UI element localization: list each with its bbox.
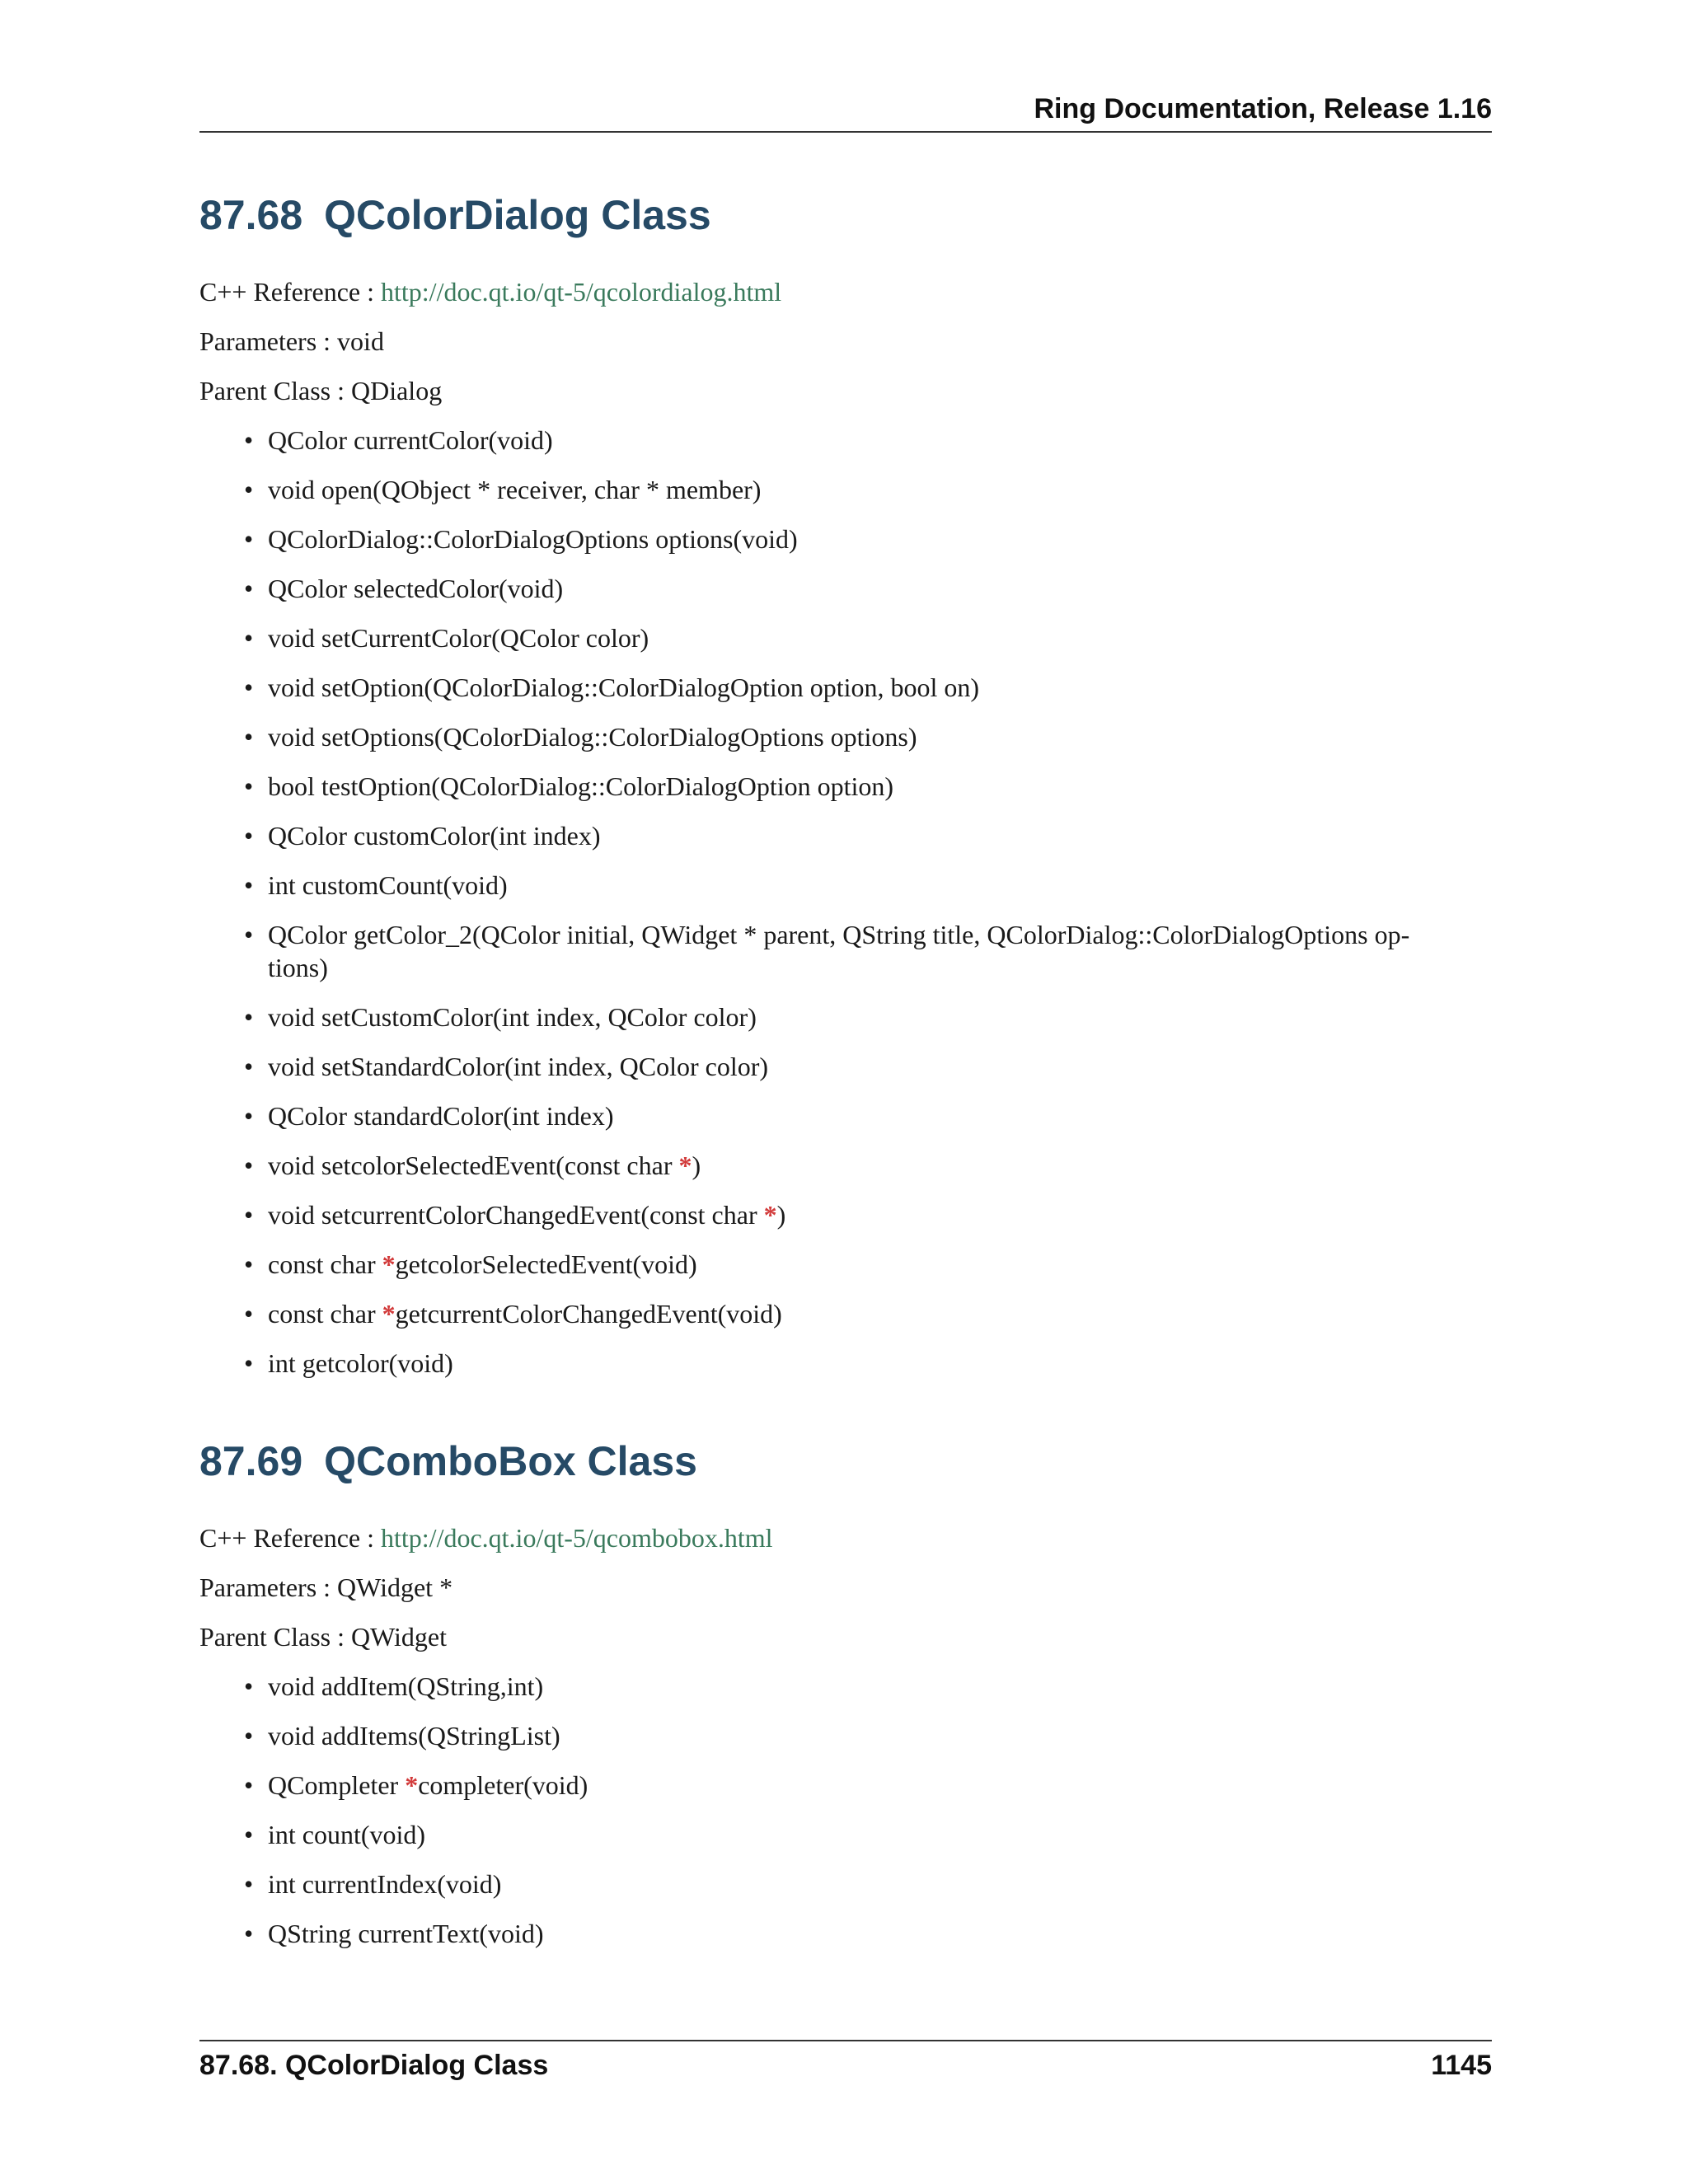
section-qcombobox <box>199 1437 1492 1950</box>
method-signature: void setStandardColor(int index, QColor color) <box>268 1052 769 1081</box>
method-signature: QColor customColor(int index) <box>268 821 601 851</box>
pointer-asterisk: * <box>405 1770 419 1800</box>
method-signature: QString currentText(void) <box>268 1919 544 1948</box>
method-text-after: completer(void) <box>418 1770 588 1800</box>
method-signature: QColor standardColor(int index) <box>268 1101 614 1131</box>
method-signature: void setOptions(QColorDialog::ColorDialogOptions options) <box>268 722 917 752</box>
parent-class: Parent Class : QDialog <box>199 376 443 405</box>
method-item <box>199 424 1492 457</box>
section-heading: QColorDialog Class <box>324 192 711 238</box>
header-rule <box>199 131 1492 133</box>
method-item <box>199 770 1492 803</box>
section-title <box>199 1437 1492 1485</box>
method-signature: void addItems(QStringList) <box>268 1721 560 1750</box>
method-item <box>199 621 1492 654</box>
method-signature: void setCustomColor(int index, QColor color) <box>268 1002 757 1032</box>
method-item <box>199 1198 1492 1231</box>
method-item <box>199 473 1492 506</box>
method-signature: int count(void) <box>268 1820 426 1849</box>
section-number: 87.69 <box>199 1438 303 1484</box>
cpp-reference-link[interactable]: http://doc.qt.io/qt-5/qcolordialog.html <box>381 277 782 307</box>
method-item <box>199 1670 1492 1703</box>
method-item <box>199 1818 1492 1851</box>
method-text-after: getcolorSelectedEvent(void) <box>395 1249 697 1279</box>
method-signature: QColorDialog::ColorDialogOptions options(void) <box>268 524 798 554</box>
method-item <box>199 1868 1492 1900</box>
pointer-asterisk: * <box>678 1151 692 1180</box>
method-signature: void setOption(QColorDialog::ColorDialogOption option, bool on) <box>268 673 980 702</box>
method-signature: QColor selectedColor(void) <box>268 574 564 603</box>
footer-section: 87.68. QColorDialog Class <box>199 2050 549 2081</box>
parent-class: Parent Class : QWidget <box>199 1622 447 1652</box>
pointer-asterisk: * <box>763 1200 777 1230</box>
method-text-after: ) <box>776 1200 786 1230</box>
method-text-before: void setcurrentColorChangedEvent(const char <box>268 1200 764 1230</box>
section-number: 87.68 <box>199 192 303 238</box>
method-text-after: getcurrentColorChangedEvent(void) <box>395 1299 782 1329</box>
method-item <box>199 918 1492 984</box>
method-item <box>199 671 1492 704</box>
section-heading: QComboBox Class <box>324 1438 697 1484</box>
method-signature: QColor getColor_2(QColor initial, QWidget * parent, QString title, QColorDialog::ColorDialogOptions op- <box>268 920 1410 949</box>
method-item <box>199 1099 1492 1132</box>
parameters: Parameters : QWidget * <box>199 1572 453 1602</box>
method-text-before: const char <box>268 1299 382 1329</box>
method-signature: void addItem(QString,int) <box>268 1671 544 1701</box>
method-text-before: QCompleter <box>268 1770 406 1800</box>
method-list <box>199 1670 1492 1950</box>
method-item <box>199 720 1492 753</box>
pointer-asterisk: * <box>382 1249 396 1279</box>
method-item <box>199 819 1492 852</box>
cpp-reference-link[interactable]: http://doc.qt.io/qt-5/qcombobox.html <box>381 1523 773 1553</box>
cpp-reference <box>199 275 1492 308</box>
method-item <box>199 1347 1492 1380</box>
method-item <box>199 572 1492 605</box>
method-item <box>199 1001 1492 1033</box>
method-signature: int customCount(void) <box>268 870 508 900</box>
method-item <box>199 1297 1492 1330</box>
footer-rule <box>199 2040 1492 2041</box>
method-item <box>199 523 1492 555</box>
page-number: 1145 <box>1431 2050 1492 2081</box>
method-list <box>199 424 1492 1380</box>
section-qcolordialog <box>199 191 1492 1380</box>
method-signature: int getcolor(void) <box>268 1348 453 1378</box>
method-item <box>199 1719 1492 1752</box>
method-item <box>199 1769 1492 1802</box>
method-item <box>199 1917 1492 1950</box>
method-signature: void setCurrentColor(QColor color) <box>268 623 649 653</box>
method-item <box>199 1050 1492 1083</box>
method-signature-continuation: tions) <box>268 953 328 982</box>
method-item <box>199 1149 1492 1182</box>
method-text-before: const char <box>268 1249 382 1279</box>
parameters: Parameters : void <box>199 326 384 356</box>
method-signature: bool testOption(QColorDialog::ColorDialogOption option) <box>268 771 894 801</box>
section-title <box>199 191 1492 239</box>
cpp-reference-label: C++ Reference : <box>199 277 381 307</box>
method-item <box>199 1248 1492 1281</box>
method-signature: void open(QObject * receiver, char * member) <box>268 475 762 504</box>
method-signature: int currentIndex(void) <box>268 1869 502 1899</box>
method-text-before: void setcolorSelectedEvent(const char <box>268 1151 679 1180</box>
cpp-reference-label: C++ Reference : <box>199 1523 381 1553</box>
pointer-asterisk: * <box>382 1299 396 1329</box>
method-item <box>199 869 1492 902</box>
method-text-after: ) <box>692 1151 701 1180</box>
cpp-reference <box>199 1521 1492 1554</box>
method-signature: QColor currentColor(void) <box>268 425 553 455</box>
running-header: Ring Documentation, Release 1.16 <box>1034 93 1492 124</box>
